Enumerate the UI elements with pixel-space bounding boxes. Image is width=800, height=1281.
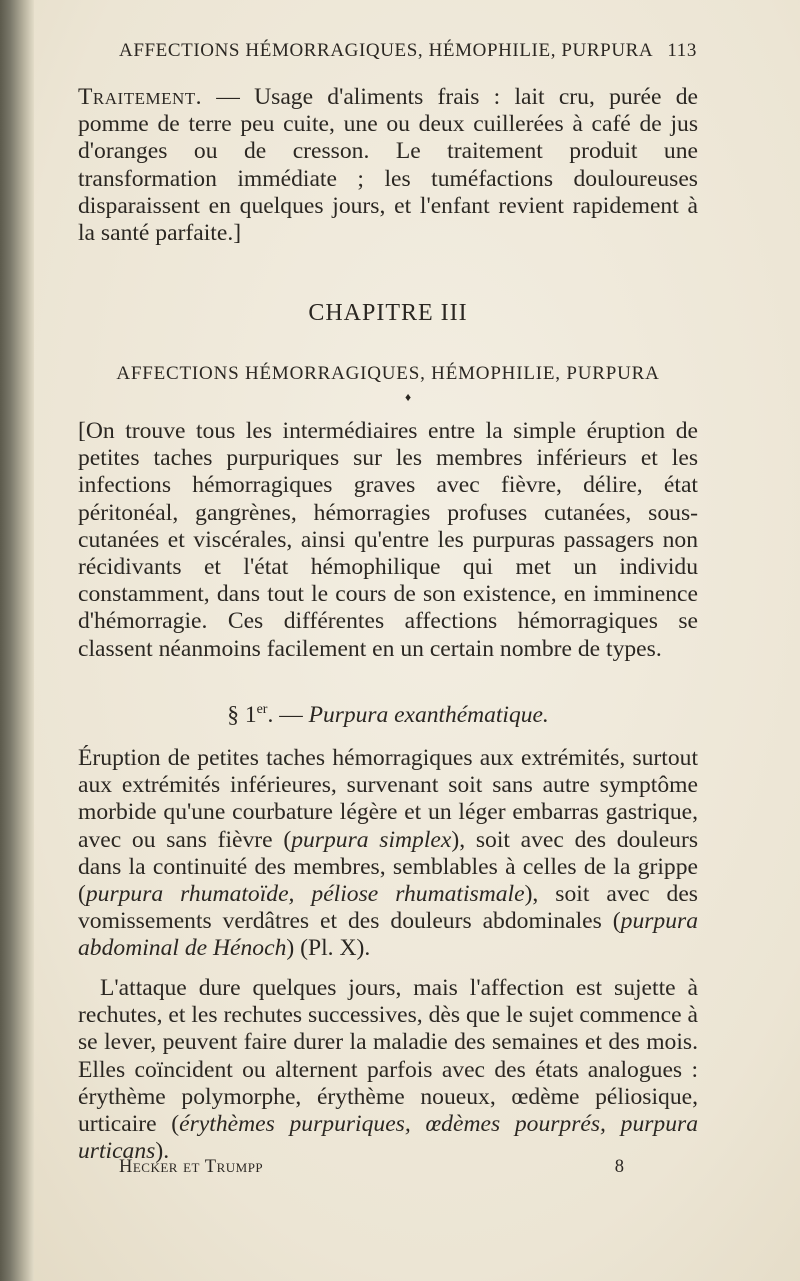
traitement-lead: Traitement.	[78, 84, 203, 110]
eruption-paragraph	[78, 745, 698, 963]
para2-italic-1: érythèmes purpuriques, œdèmes pourprés, purpura urticans	[78, 1111, 698, 1165]
para2-text-1: L'attaque dure quelques jours, mais l'affection est sujette à rechutes, et les rechutes successives, dès que le sujet commence à se lever, peuvent faire durer la maladie des semaines et des mois. Elles coïncident ou alternent parfois avec des états analogues : érythème polymorphe, érythème noueux, œdème péliosique, urticaire (	[78, 975, 698, 1138]
chapter-title: AFFECTIONS HÉMORRAGIQUES, HÉMOPHILIE, PURPURA	[116, 363, 660, 384]
intro-paragraph: [On trouve tous les intermédiaires entre la simple éruption de petites taches purpuriques sur les membres inférieurs et les infections hémorragiques graves avec fièvre, délire, état péritonéal, gangrènes, hémorragies profuses cutanées, sous-cutanées et viscérales, ainsi qu'entre les purpuras passagers non récidivants et l'état hémophilique qui met un individu constamment, dans tout le cours de son existence, en imminence d'hémorragie. Ces différentes affections hémorragiques se classent néanmoins facilement en un certain nombre de types.	[78, 418, 698, 662]
section-heading	[78, 702, 698, 729]
running-head	[119, 40, 697, 62]
section-sup: er	[256, 702, 268, 718]
para1-italic-3: purpura abdominal de Hénoch	[78, 908, 698, 962]
para1-text-4: ) (Pl. X).	[286, 935, 371, 962]
traitement-text: — Usage d'aliments frais : lait cru, purée de pomme de terre peu cuite, une ou deux cuillerées à café de jus d'oranges ou de cresson. Le traitement produit une transformation immédiate ; les tuméfactions douloureuses disparaissent en quelques jours, et l'enfant revient rapidement à la santé parfaite.]	[78, 84, 698, 247]
para1-italic-1: purpura simplex	[291, 826, 452, 853]
section-title: Purpura exanthématique.	[308, 702, 549, 728]
para1-text-2: ), soit avec des douleurs dans la continuité des membres, semblables à celles de la grippe (	[78, 826, 699, 908]
para1-text-3: ), soit avec des vomissements verdâtres et des douleurs abdominales (	[78, 881, 698, 935]
ornament-mark: ♦	[405, 390, 412, 404]
chapter-number: CHAPITRE III	[308, 300, 468, 326]
para1-text-1: Éruption de petites taches hémorragiques aux extrémités, surtout aux extrémités inférieures, survenant soit sans autre symptôme morbide qu'une courbature légère et un léger embarras gastrique, avec ou sans fièvre (	[78, 745, 698, 853]
page-footer	[119, 1157, 624, 1178]
para2-text-2: ).	[155, 1138, 170, 1165]
traitement-paragraph	[78, 84, 698, 247]
page-number: 113	[667, 40, 697, 61]
attaque-paragraph	[78, 975, 698, 1165]
signature-mark: 8	[614, 1157, 624, 1177]
para1-italic-2: purpura rhumatoïde, péliose rhumatismale	[85, 881, 525, 908]
book-binding-edge	[0, 0, 34, 1281]
running-head-title: AFFECTIONS HÉMORRAGIQUES, HÉMOPHILIE, PURPURA	[119, 40, 654, 61]
section-dash: . —	[267, 702, 309, 728]
section-prefix: § 1	[227, 702, 257, 728]
footer-authors: Hecker et Trumpp	[119, 1157, 264, 1177]
